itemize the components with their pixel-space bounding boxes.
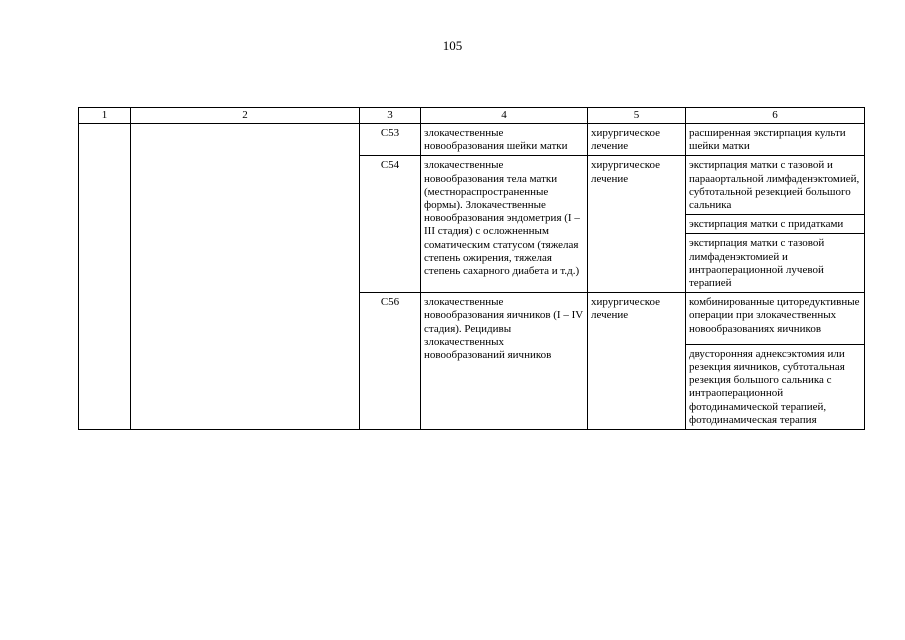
- diagnosis-code-cell: C56: [360, 293, 421, 430]
- treatment-method-cell: двусторонняя аднексэктомия или резекция яичников, субтотальная резекция большого сальника с интраоперационной фотодинамической терапией, фотодинамическая терапия: [686, 344, 865, 429]
- treatment-method-cell: экстирпация матки с тазовой и парааортальной лимфаденэктомией, субтотальной резекцией большого сальника: [686, 156, 865, 215]
- diagnosis-cell: злокачественные новообразования шейки матки: [421, 124, 588, 156]
- treatment-method-cell: экстирпация матки с тазовой лимфаденэктомией и интраоперационной лучевой терапией: [686, 234, 865, 293]
- diagnosis-code-cell: C53: [360, 124, 421, 156]
- diagnosis-code-cell: C54: [360, 156, 421, 293]
- treatment-method-cell: экстирпация матки с придатками: [686, 215, 865, 234]
- column-2-cell: [131, 124, 360, 430]
- treatment-method-cell: комбинированные циторедуктивные операции при злокачественных новообразованиях яичников: [686, 293, 865, 345]
- treatment-type-cell: хирургическое лечение: [588, 156, 686, 293]
- column-header-2: 2: [131, 108, 360, 124]
- page-number: 105: [442, 38, 463, 53]
- column-header-1: 1: [79, 108, 131, 124]
- diagnosis-cell: злокачественные новообразования яичников (I – IV стадия). Рецидивы злокачественных новообразований яичников: [421, 293, 588, 430]
- column-header-6: 6: [686, 108, 865, 124]
- treatment-method-cell: расширенная экстирпация культи шейки матки: [686, 124, 865, 156]
- medical-care-table: [78, 107, 865, 430]
- column-header-4: 4: [421, 108, 588, 124]
- treatment-type-cell: хирургическое лечение: [588, 293, 686, 430]
- table-header-row: [79, 108, 865, 124]
- table-row: [79, 124, 865, 156]
- column-1-cell: [79, 124, 131, 430]
- column-header-5: 5: [588, 108, 686, 124]
- diagnosis-cell: злокачественные новообразования тела матки (местнораспространенные формы). Злокачественные новообразования эндометрия (I – III стадия) с осложненным соматическим статусом (тяжелая степень ожирения, тяжелая степень сахарного диабета и т.д.): [421, 156, 588, 293]
- treatment-type-cell: хирургическое лечение: [588, 124, 686, 156]
- column-header-3: 3: [360, 108, 421, 124]
